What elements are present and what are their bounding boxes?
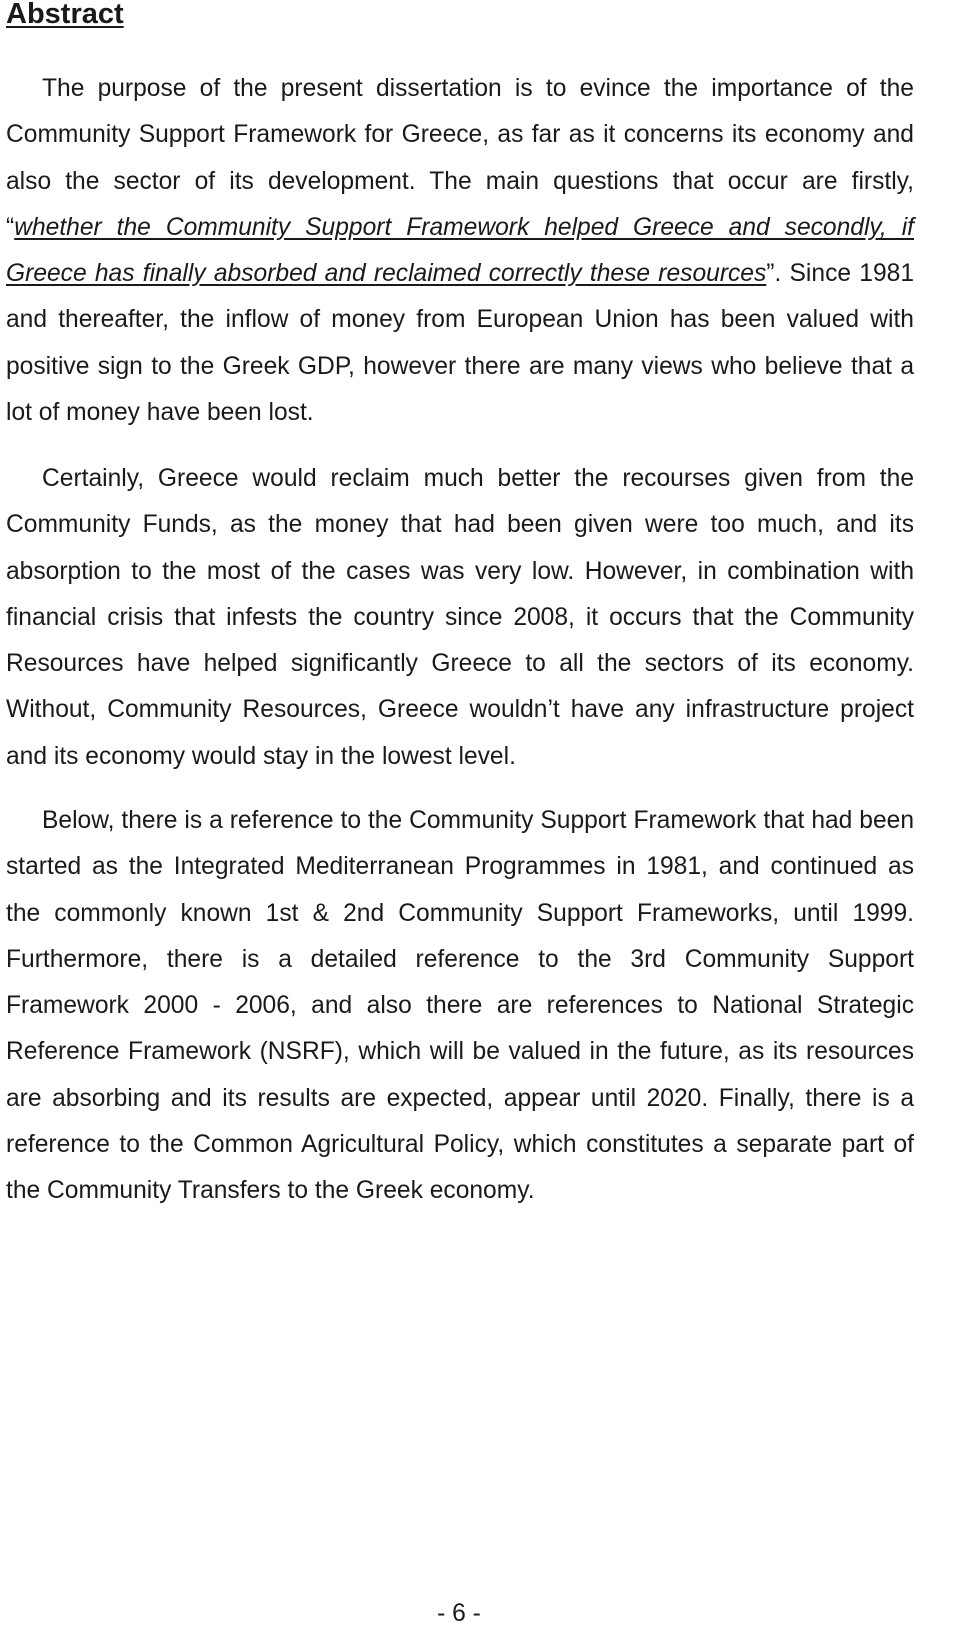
abstract-paragraph-1 (6, 66, 914, 436)
abstract-paragraph-3: Below, there is a reference to the Community Support Framework that had been started as the Integrated Mediterranean Programmes in 1981, and continued as the commonly known 1st & 2nd Community Support Frameworks, until 1999. Furthermore, there is a detailed reference to the 3rd Community Support Framework 2000 - 2006, and also there are references to National Strategic Reference Framework (NSRF), which will be valued in the future, as its resources are absorbing and its results are expected, appear until 2020. Finally, there is a reference to the Common Agricultural Policy, which constitutes a separate part of the Community Transfers to the Greek economy. (6, 807, 914, 1205)
abstract-heading: Abstract (6, 0, 124, 30)
paragraph-1-intro-text: The purpose of the present dissertation is to evince the importance of the Community Support Framework for Greece, as far as it concerns its economy and also the sector of its development. The main questions that occur are firstly, “ (6, 75, 914, 241)
paragraph-1-continuation-text: ”. Since 1981 and thereafter, the inflow of money from European Union has been valued with positive sign to the Greek GDP, however there are many views who believe that a lot of money have been lost. (6, 260, 914, 427)
page-number: - 6 - (437, 1600, 481, 1627)
research-questions-quote: whether the Community Support Framework helped Greece and secondly, if Greece has finally absorbed and reclaimed correctly these resources (6, 213, 914, 288)
abstract-paragraph-2: Certainly, Greece would reclaim much better the recourses given from the Community Funds, as the money that had been given were too much, and its absorption to the most of the cases was very low. However, in combination with financial crisis that infests the country since 2008, it occurs that the Community Resources have helped significantly Greece to all the sectors of its economy. Without, Community Resources, Greece wouldn’t have any infrastructure project and its economy would stay in the lowest level. (6, 465, 914, 770)
